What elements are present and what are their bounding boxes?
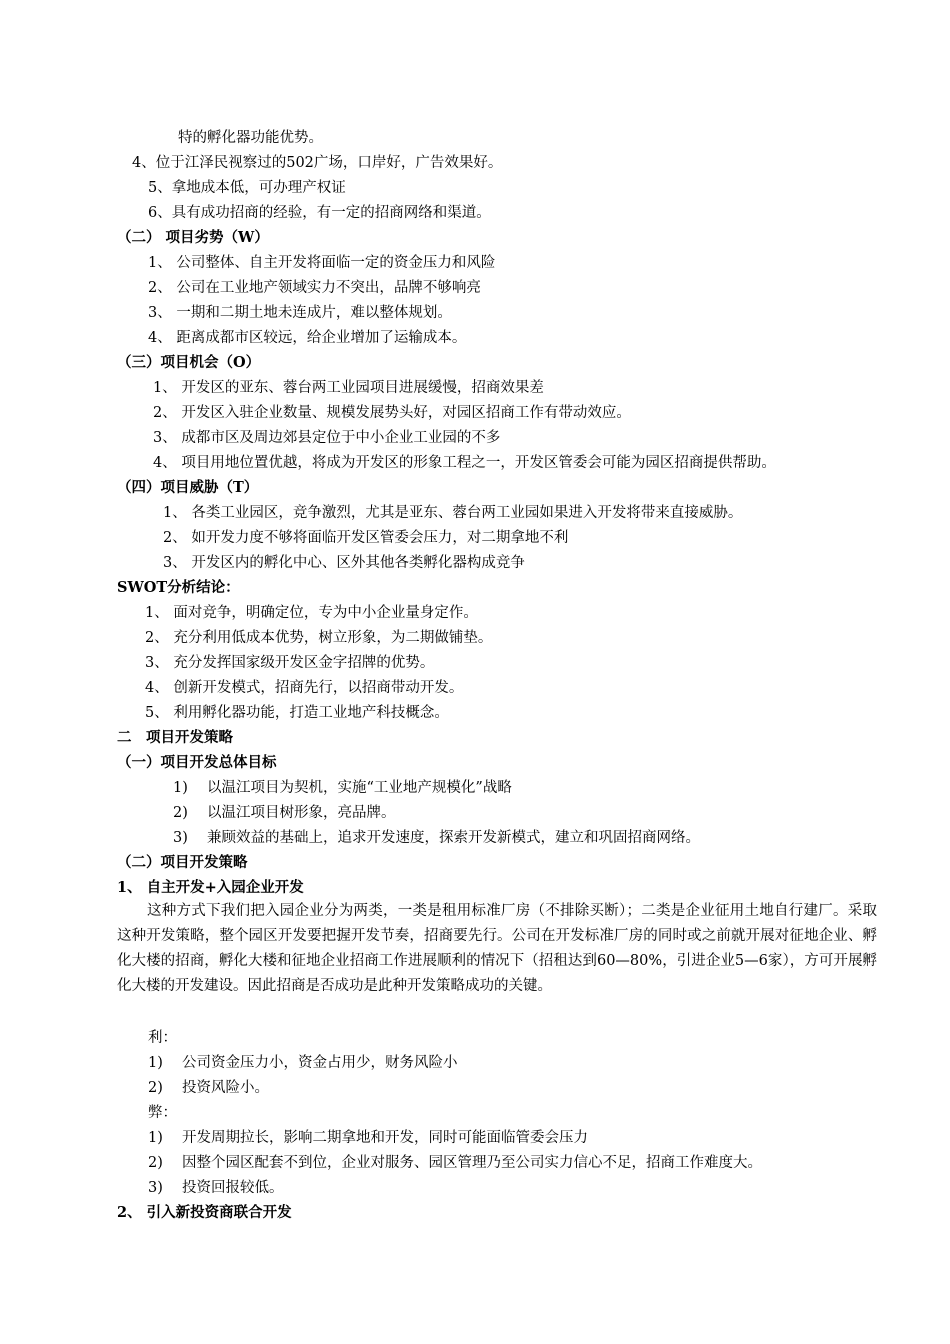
opportunity-item-1: 1、 开发区的亚东、蓉台两工业园项目进展缓慢，招商效果差 — [153, 380, 544, 396]
disadvantage-item-1-number: 1) — [148, 1130, 163, 1146]
weakness-item-1: 1、 公司整体、自主开发将面临一定的资金压力和风险 — [148, 255, 496, 271]
conclusion-item-2: 2、 充分利用低成本优势，树立形象，为二期做铺垫。 — [145, 630, 493, 646]
opportunity-heading: （三）项目机会（O） — [117, 354, 261, 371]
conclusion-item-4: 4、 创新开发模式，招商先行，以招商带动开发。 — [145, 680, 464, 696]
goal-item-2: 以温江项目树形象，亮品牌。 — [207, 805, 396, 821]
advantage-item-1: 公司资金压力小，资金占用少，财务风险小 — [182, 1055, 458, 1071]
swot-conclusion-heading: SWOT分析结论： — [117, 579, 240, 596]
advantage-item-2-number: 2) — [148, 1080, 163, 1096]
strength-item-4: 4、位于江泽民视察过的502广场，口岸好，广告效果好。 — [132, 155, 503, 171]
opportunity-item-3: 3、 成都市区及周边郊县定位于中小企业工业园的不多 — [153, 430, 501, 446]
strategy-1-heading: 1、 自主开发+入园企业开发 — [117, 879, 304, 896]
disadvantage-item-1: 开发周期拉长，影响二期拿地和开发，同时可能面临管委会压力 — [182, 1130, 588, 1146]
strength-item-3-continued: 特的孵化器功能优势。 — [178, 130, 323, 146]
strategy-2-heading: 2、 引入新投资商联合开发 — [117, 1204, 292, 1221]
weakness-heading: （二） 项目劣势（W） — [117, 229, 269, 246]
disadvantage-item-3: 投资回报较低。 — [182, 1180, 284, 1196]
weakness-item-4: 4、 距离成都市区较远，给企业增加了运输成本。 — [148, 330, 467, 346]
disadvantage-item-2-number: 2) — [148, 1155, 163, 1171]
strength-item-5: 5、拿地成本低，可办理产权证 — [148, 180, 346, 196]
goal-item-1-number: 1) — [173, 780, 188, 796]
strategy-heading: （二）项目开发策略 — [117, 854, 248, 871]
advantages-label: 利： — [148, 1030, 177, 1046]
conclusion-item-3: 3、 充分发挥国家级开发区金字招牌的优势。 — [145, 655, 435, 671]
goal-item-3: 兼顾效益的基础上，追求开发速度，探索开发新模式，建立和巩固招商网络。 — [207, 830, 700, 846]
section-2-heading: 二 项目开发策略 — [117, 729, 233, 746]
goal-item-2-number: 2) — [173, 805, 188, 821]
disadvantage-item-2: 因整个园区配套不到位，企业对服务、园区管理乃至公司实力信心不足，招商工作难度大。 — [182, 1155, 762, 1171]
goal-item-1: 以温江项目为契机，实施“工业地产规模化”战略 — [207, 780, 512, 796]
strategy-1-paragraph: 这种方式下我们把入园企业分为两类，一类是租用标准厂房（不排除买断）；二类是企业征用土地自行建厂。采取这种开发策略，整个园区开发要把握开发节奏，招商要先行。公司在开发标准厂房的同时或之前就开展对征地企业、孵化大楼的招商，孵化大楼和征地企业招商工作进展顺利的情况下（招租达到60—80%，引进企业5—6家），方可开展孵化大楼的开发建设。因此招商是否成功是此种开发策略成功的关键。 — [117, 903, 877, 994]
conclusion-item-5: 5、 利用孵化器功能，打造工业地产科技概念。 — [145, 705, 449, 721]
threat-heading: （四）项目威胁（T） — [117, 479, 259, 496]
threat-item-3: 3、 开发区内的孵化中心、区外其他各类孵化器构成竞争 — [163, 555, 525, 571]
goal-heading: （一）项目开发总体目标 — [117, 754, 277, 771]
strength-item-6: 6、具有成功招商的经验，有一定的招商网络和渠道。 — [148, 205, 491, 221]
weakness-item-2: 2、 公司在工业地产领域实力不突出，品牌不够响亮 — [148, 280, 481, 296]
disadvantages-label: 弊： — [148, 1105, 177, 1121]
disadvantage-item-3-number: 3) — [148, 1180, 163, 1196]
advantage-item-2: 投资风险小。 — [182, 1080, 269, 1096]
threat-item-2: 2、 如开发力度不够将面临开发区管委会压力，对二期拿地不利 — [163, 530, 569, 546]
threat-item-1: 1、 各类工业园区，竞争激烈，尤其是亚东、蓉台两工业园如果进入开发将带来直接威胁。 — [163, 505, 743, 521]
opportunity-item-4: 4、 项目用地位置优越，将成为开发区的形象工程之一，开发区管委会可能为园区招商提供帮助。 — [153, 455, 776, 471]
weakness-item-3: 3、 一期和二期土地未连成片，难以整体规划。 — [148, 305, 452, 321]
advantage-item-1-number: 1) — [148, 1055, 163, 1071]
opportunity-item-2: 2、 开发区入驻企业数量、规模发展势头好，对园区招商工作有带动效应。 — [153, 405, 631, 421]
goal-item-3-number: 3) — [173, 830, 188, 846]
conclusion-item-1: 1、 面对竞争，明确定位，专为中小企业量身定作。 — [145, 605, 478, 621]
